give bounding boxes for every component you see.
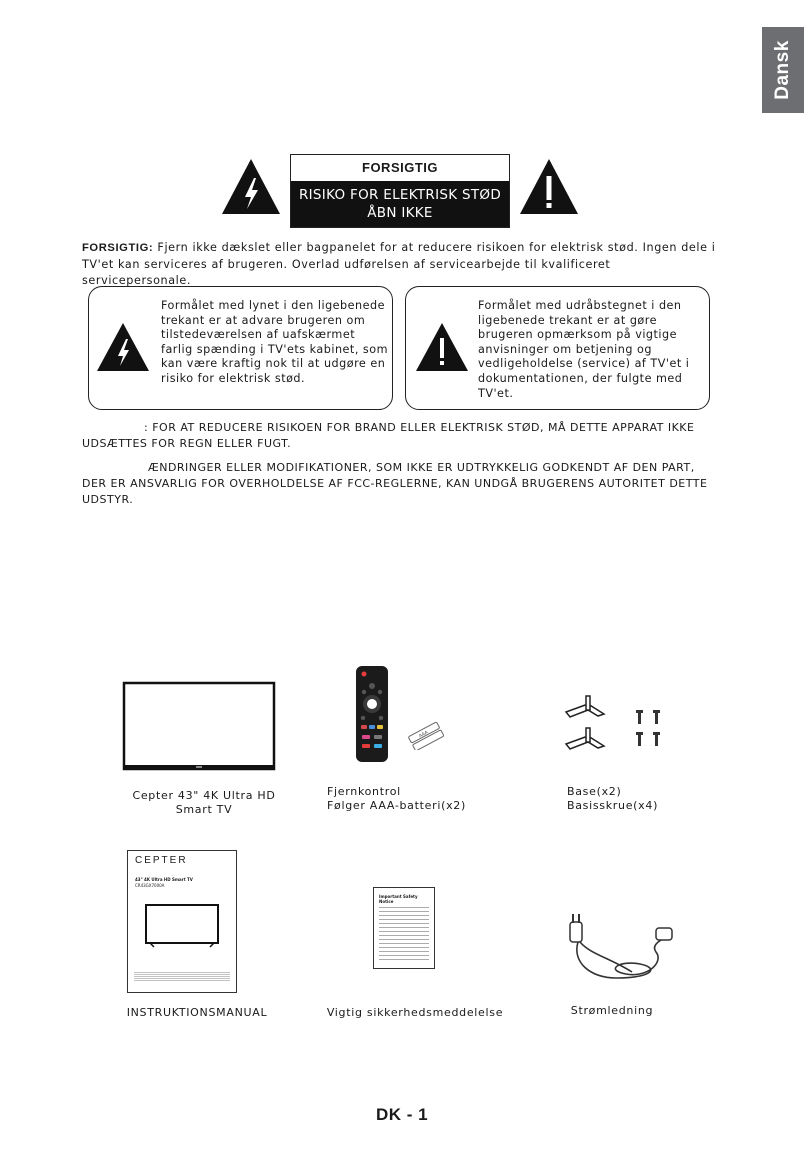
tv-image [120,681,278,773]
power-cord-image [560,912,676,994]
warning-2-line-1: ÆNDRINGER ELLER MODIFIKATIONER, SOM IKKE ER UDTRYKKELIG GODKENDT AF DEN PART, [148,461,695,474]
exclamation-line: ligebenede trekant er at gøre [478,313,658,327]
safety-notice-caption: Vigtig sikkerhedsmeddelelse [326,1006,504,1019]
lightning-line: tilstedeværelsen af uafskærmet [161,328,356,342]
language-tab [762,27,804,113]
remote-caption-line-1: Fjernkontrol [327,785,401,798]
battery-text: AAA [418,730,430,740]
manual-brand: CEPTER [135,855,188,866]
exclamation-line: brugeren opmærksom på vigtige [478,328,678,342]
warning-2-line-2: DER ER ANSVARLIG FOR OVERHOLDELSE AF FCC-REGLERNE, KAN UNDGÅ BRUGERENS AUTORITET DETTE [82,477,708,490]
caution-paragraph [82,240,722,290]
remote-caption [327,785,527,813]
caution-label-box [290,154,510,228]
exclamation-line: vedligeholdelse (service) af TV'et i [478,357,690,371]
page-number: DK - 1 [375,1105,429,1124]
rain-moisture-warning [82,420,722,452]
exclamation-line: anvisninger om betjening og [478,342,652,356]
remote-control-image [352,664,392,764]
caution-paragraph-text: Fjern ikke dækslet eller bagpanelet for at reducere risikoen for elektrisk stød. Ingen dele i TV'et kan serviceres af brugeren. Overlad udførelsen af servicearbejde til kvalificeret servicepersonale. [82,241,716,287]
caution-line-1: RISIKO FOR ELEKTRISK STØD [298,187,502,203]
tv-caption-line-2: Smart TV [175,803,233,816]
fcc-warning [82,460,722,508]
safety-notice-image [373,887,435,969]
manual-tv-illustration [144,903,220,949]
lightning-line: risiko for elektrisk stød. [161,371,306,385]
lightning-line: trekant er at advare brugeren om [161,313,366,327]
manual-caption: INSTRUKTIONSMANUAL [126,1006,268,1019]
safety-notice-heading: Important Safety Notice [379,894,418,904]
exclamation-line: TV'et. [478,386,514,400]
power-cord-caption: Strømledning [570,1004,654,1017]
lightning-triangle-icon [95,321,151,373]
lightning-explanation-box [88,286,393,410]
warning-1-line-1: : FOR AT REDUCERE RISIKOEN FOR BRAND ELLER ELEKTRISK STØD, MÅ DETTE APPARAT IKKE [144,421,695,434]
manual-fine-print [134,971,230,981]
manual-model: CR43GX7000A [135,883,165,888]
caution-line-2: ÅBN IKKE [367,205,433,221]
manual-title: 43" 4K Ultra HD Smart TV [135,877,193,882]
base-caption [567,785,687,813]
manual-image [127,850,237,993]
base-caption-line-2: Basisskrue(x4) [567,799,659,812]
lightning-line: kan være kraftig nok til at udgøre en [161,357,386,371]
safety-notice-lines [379,904,429,960]
exclamation-explanation-text [478,299,710,401]
remote-caption-line-2: Følger AAA-batteri(x2) [327,799,466,812]
exclamation-warning-icon [518,156,580,216]
exclamation-line: dokumentationen, der fulgte med [478,371,683,385]
caution-paragraph-label: FORSIGTIG: [82,242,154,254]
base-stand-image [560,690,670,760]
warning-2-line-3: UDSTYR. [82,493,134,506]
tv-caption-line-1: Cepter 43" 4K Ultra HD [132,789,276,802]
lightning-explanation-text [161,299,393,387]
battery-image [406,722,448,750]
tv-caption [114,789,294,817]
base-caption-line-1: Base(x2) [567,785,622,798]
caution-header: FORSIGTIG [291,155,509,181]
caution-message [291,181,509,227]
language-tab-label: Dansk [772,40,793,100]
warning-1-line-2: UDSÆTTES FOR REGN ELLER FUGT. [82,437,292,450]
exclamation-explanation-box [405,286,710,410]
lightning-line: Formålet med lynet i den ligebenede [161,299,385,312]
exclamation-line: Formålet med udråbstegnet i den [478,299,682,312]
lightning-line: farlig spænding i TV'ets kabinet, som [161,342,389,356]
lightning-warning-icon [220,156,282,216]
exclamation-triangle-icon [414,321,470,373]
